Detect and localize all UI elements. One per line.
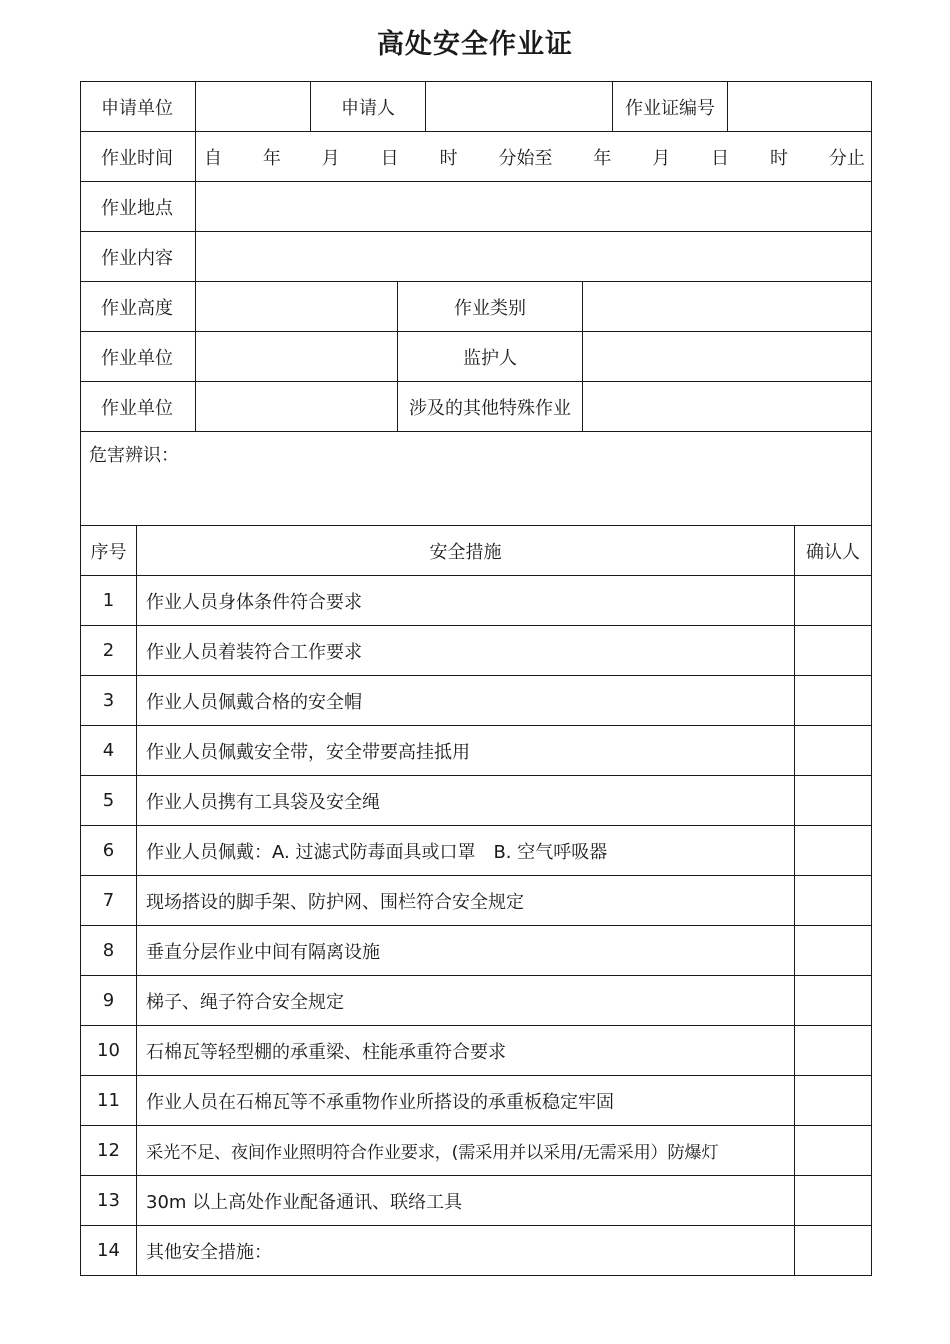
location-label: 作业地点 [81,182,196,232]
hazard-label: 危害辨识： [89,445,179,466]
content-label: 作业内容 [81,232,196,282]
measure-text: 现场搭设的脚手架、防护网、围栏符合安全规定 [137,876,795,926]
measure-text: 石棉瓦等轻型棚的承重梁、柱能承重符合要求 [137,1026,795,1076]
work-unit-row [81,332,872,382]
measure-confirm-field[interactable] [795,1026,872,1076]
time-end-hour: 时 [770,147,789,169]
col-confirm-header: 确认人 [795,526,872,576]
measure-row [81,976,872,1026]
time-start-month: 月 [321,147,340,169]
permit-no-field[interactable] [728,82,872,132]
measure-no: 8 [81,926,137,976]
page-title: 高处安全作业证 [377,29,573,60]
measure-row [81,676,872,726]
measure-no: 1 [81,576,137,626]
time-end-day: 日 [711,147,730,169]
measure-text: 采光不足、夜间作业照明符合作业要求，(需采用并以采用/无需采用）防爆灯 [137,1126,795,1176]
other-special-field[interactable] [583,382,872,432]
time-end-minute: 分止 [828,147,865,169]
col-no-header: 序号 [81,526,137,576]
measure-no: 13 [81,1176,137,1226]
measure-confirm-field[interactable] [795,1226,872,1276]
measure-text: 作业人员佩戴安全带，安全带要高挂抵用 [137,726,795,776]
measure-text: 梯子、绳子符合安全规定 [137,976,795,1026]
measure-row [81,876,872,926]
measure-confirm-field[interactable] [795,826,872,876]
measure-text: 作业人员携有工具袋及安全绳 [137,776,795,826]
measure-no: 12 [81,1126,137,1176]
measure-row [81,1126,872,1176]
guardian-field[interactable] [583,332,872,382]
work-time-label: 作业时间 [81,132,196,182]
height-label: 作业高度 [81,282,196,332]
measures-header-row [81,526,872,576]
time-start-day: 日 [380,147,399,169]
location-row [81,182,872,232]
other-special-label: 涉及的其他特殊作业 [398,382,583,432]
measure-no: 2 [81,626,137,676]
content-field[interactable] [196,232,872,282]
work-unit-field-2[interactable] [196,382,398,432]
measure-confirm-field[interactable] [795,976,872,1026]
time-start-minute: 分始至 [498,147,553,169]
measure-row [81,1076,872,1126]
measure-row [81,726,872,776]
measure-text: 其他安全措施： [137,1226,795,1276]
hazard-field[interactable] [81,432,872,526]
measure-no: 7 [81,876,137,926]
permit-no-label: 作业证编号 [613,82,728,132]
measure-confirm-field[interactable] [795,1176,872,1226]
measure-row [81,926,872,976]
category-label: 作业类别 [398,282,583,332]
measure-confirm-field[interactable] [795,576,872,626]
measure-no: 5 [81,776,137,826]
measure-confirm-field[interactable] [795,626,872,676]
measure-confirm-field[interactable] [795,1076,872,1126]
time-end-year: 年 [593,147,612,169]
applicant-row [81,82,872,132]
applicant-unit-field[interactable] [196,82,311,132]
measure-confirm-field[interactable] [795,726,872,776]
measure-text: 作业人员着装符合工作要求 [137,626,795,676]
measure-no: 4 [81,726,137,776]
special-work-row [81,382,872,432]
measure-no: 14 [81,1226,137,1276]
location-field[interactable] [196,182,872,232]
measure-text: 30m 以上高处作业配备通讯、联络工具 [137,1176,795,1226]
height-field[interactable] [196,282,398,332]
work-unit-field[interactable] [196,332,398,382]
guardian-label: 监护人 [398,332,583,382]
applicant-unit-label: 申请单位 [81,82,196,132]
measure-text: 作业人员身体条件符合要求 [137,576,795,626]
work-unit-label: 作业单位 [81,332,196,382]
category-field[interactable] [583,282,872,332]
time-from: 自 [204,147,222,169]
permit-table [80,81,872,1276]
work-time-row [81,132,872,182]
measure-row [81,776,872,826]
measure-row [81,1226,872,1276]
measure-confirm-field[interactable] [795,876,872,926]
measure-text: 垂直分层作业中间有隔离设施 [137,926,795,976]
measure-no: 11 [81,1076,137,1126]
measure-row [81,1026,872,1076]
time-start-year: 年 [262,147,281,169]
col-measure-header: 安全措施 [137,526,795,576]
measure-row [81,626,872,676]
measure-row [81,826,872,876]
measure-confirm-field[interactable] [795,676,872,726]
work-unit-label-2: 作业单位 [81,382,196,432]
applicant-field[interactable] [426,82,613,132]
measure-text: 作业人员佩戴：A. 过滤式防毒面具或口罩 B. 空气呼吸器 [137,826,795,876]
measure-text: 作业人员佩戴合格的安全帽 [137,676,795,726]
measure-confirm-field[interactable] [795,776,872,826]
height-row [81,282,872,332]
measure-no: 3 [81,676,137,726]
measure-row [81,576,872,626]
measure-row [81,1176,872,1226]
content-row [81,232,872,282]
work-time-field[interactable] [196,132,872,182]
measure-no: 6 [81,826,137,876]
measure-confirm-field[interactable] [795,926,872,976]
measure-no: 10 [81,1026,137,1076]
measure-no: 9 [81,976,137,1026]
applicant-label: 申请人 [311,82,426,132]
measure-confirm-field[interactable] [795,1126,872,1176]
measure-text: 作业人员在石棉瓦等不承重物作业所搭设的承重板稳定牢固 [137,1076,795,1126]
time-start-hour: 时 [439,147,458,169]
time-end-month: 月 [652,147,671,169]
hazard-row [81,432,872,526]
